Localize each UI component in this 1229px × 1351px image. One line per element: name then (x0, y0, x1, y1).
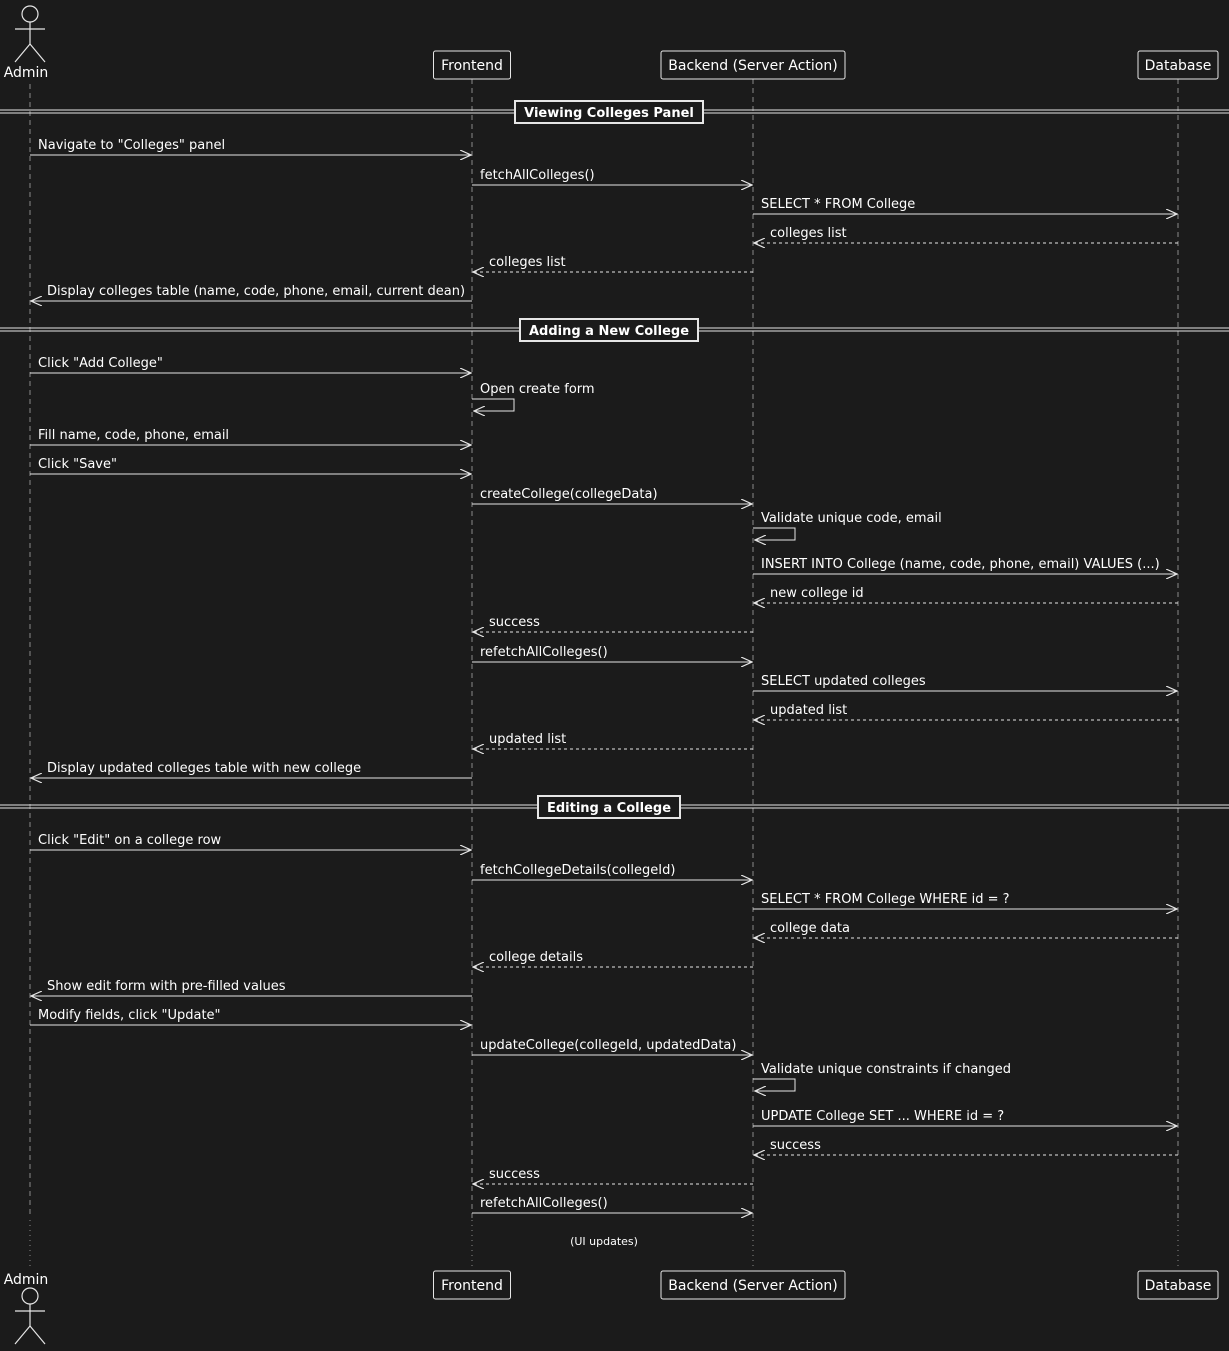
message-label: UPDATE College SET ... WHERE id = ? (761, 1109, 1005, 1124)
message (472, 645, 752, 662)
message-label: Validate unique code, email (761, 511, 942, 526)
message-label: refetchAllColleges() (480, 1196, 608, 1211)
message (472, 382, 595, 411)
lifelines (30, 79, 1178, 1268)
message (753, 1109, 1177, 1126)
message (472, 1038, 752, 1055)
message-label: Modify fields, click "Update" (38, 1008, 221, 1023)
participant-label: Database (1144, 58, 1212, 74)
participant-database-bottom (1138, 1271, 1218, 1299)
message-label: new college id (770, 586, 864, 601)
section-divider (0, 319, 1229, 341)
participant-label: Backend (Server Action) (668, 1278, 838, 1294)
message (753, 511, 942, 540)
participant-admin-bottom (4, 1272, 49, 1344)
message-label: college details (489, 950, 584, 965)
message (473, 1167, 753, 1184)
message-label: Display colleges table (name, code, phone, email, current dean) (47, 284, 466, 299)
message-label: SELECT updated colleges (761, 674, 926, 689)
message-label: Click "Add College" (38, 356, 163, 371)
message (30, 833, 471, 850)
participant-backend-top (661, 51, 845, 79)
message (30, 1008, 471, 1025)
message (473, 950, 753, 967)
actor-icon (15, 6, 45, 62)
message (31, 284, 472, 301)
message-label: fetchAllColleges() (480, 168, 595, 183)
message (753, 557, 1177, 574)
message-label: fetchCollegeDetails(collegeId) (480, 863, 676, 878)
self-arrow (753, 1079, 795, 1091)
participant-backend-bottom (661, 1271, 845, 1299)
message-label: colleges list (489, 255, 566, 270)
participant-label: Backend (Server Action) (668, 58, 838, 74)
message-label: createCollege(collegeData) (480, 487, 658, 502)
self-arrow (753, 528, 795, 540)
message-label: success (489, 615, 540, 630)
message (754, 921, 1178, 938)
message-label: updateCollege(collegeId, updatedData) (480, 1038, 737, 1053)
message (473, 255, 753, 272)
participants (4, 6, 1218, 1344)
message-label: success (770, 1138, 821, 1153)
message-label: success (489, 1167, 540, 1182)
participant-frontend-bottom (434, 1271, 511, 1299)
message (754, 703, 1178, 720)
participant-database-top (1138, 51, 1218, 79)
section-title: Adding a New College (528, 324, 690, 339)
message (31, 761, 472, 778)
message (753, 197, 1177, 214)
message-label: INSERT INTO College (name, code, phone, email) VALUES (...) (761, 557, 1160, 572)
message (753, 1062, 1011, 1091)
participant-label: Admin (3, 65, 49, 81)
message (472, 487, 752, 504)
participant-label: Admin (3, 1272, 49, 1288)
message (30, 428, 471, 445)
message-label: SELECT * FROM College WHERE id = ? (761, 892, 1010, 907)
section-title: Editing a College (546, 801, 672, 816)
actor-icon (15, 1288, 45, 1344)
message (754, 1138, 1178, 1155)
section-divider (0, 101, 1229, 123)
message-label: Click "Edit" on a college row (38, 833, 222, 848)
message-label: Validate unique constraints if changed (761, 1062, 1012, 1077)
message-label: Navigate to "Colleges" panel (38, 138, 226, 153)
message (472, 168, 752, 185)
section-title: Viewing Colleges Panel (524, 106, 694, 121)
message (754, 586, 1178, 603)
message (472, 863, 752, 880)
delay-note: (UI updates) (570, 1235, 638, 1248)
messages (30, 138, 1178, 1213)
message (30, 356, 471, 373)
message (31, 979, 472, 996)
message (473, 732, 753, 749)
message-label: Fill name, code, phone, email (38, 428, 230, 443)
participant-admin-top (4, 6, 49, 81)
section-divider (0, 796, 1229, 818)
message (473, 615, 753, 632)
participant-label: Frontend (441, 58, 503, 74)
message-label: SELECT * FROM College (761, 197, 916, 212)
message-label: colleges list (770, 226, 847, 241)
section-dividers (0, 101, 1229, 818)
message-label: updated list (770, 703, 848, 718)
message (754, 226, 1178, 243)
message-label: updated list (489, 732, 567, 747)
message-label: Click "Save" (38, 457, 117, 472)
message-label: refetchAllColleges() (480, 645, 608, 660)
message (753, 892, 1177, 909)
participant-label: Frontend (441, 1278, 503, 1294)
message (30, 457, 471, 474)
message-label: Open create form (480, 382, 595, 397)
message (753, 674, 1177, 691)
participant-label: Database (1144, 1278, 1212, 1294)
self-arrow (472, 399, 514, 411)
message-label: Show edit form with pre-filled values (47, 979, 286, 994)
message (30, 138, 471, 155)
participant-frontend-top (434, 51, 511, 79)
message-label: college data (770, 921, 850, 936)
message (472, 1196, 752, 1213)
message-label: Display updated colleges table with new college (47, 761, 362, 776)
